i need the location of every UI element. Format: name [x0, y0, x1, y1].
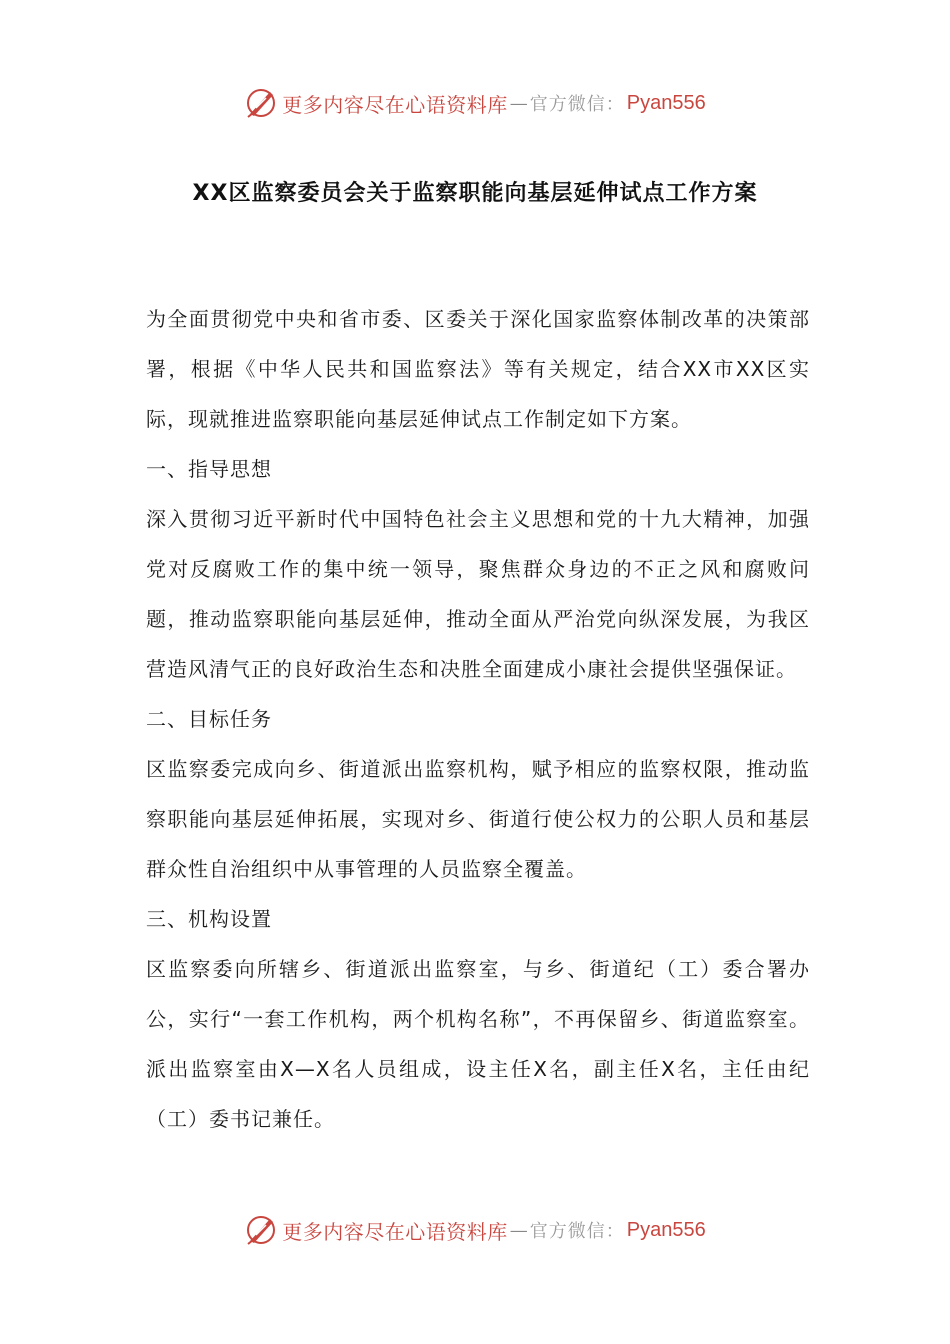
- header-watermark: [0, 83, 950, 123]
- document-body: [146, 294, 810, 1144]
- watermark-wechat-id: Pyan556: [626, 91, 706, 114]
- guiding-ideology-paragraph: 深入贯彻习近平新时代中国特色社会主义思想和党的十九大精神，加强党对反腐败工作的集中统一领导，聚焦群众身边的不正之风和腐败问题，推动监察职能向基层延伸，推动全面从严治党向纵深发展，为我区营造风清气正的良好政治生态和决胜全面建成小康社会提供坚强保证。: [146, 507, 810, 681]
- objectives-paragraph: 区监察委完成向乡、街道派出监察机构，赋予相应的监察权限，推动监察职能向基层延伸拓展，实现对乡、街道行使公权力的公职人员和基层群众性自治组织中从事管理的人员监察全覆盖。: [146, 757, 810, 881]
- intro-paragraph: 为全面贯彻党中央和省市委、区委关于深化国家监察体制改革的决策部署，根据《中华人民共和国监察法》等有关规定，结合XX市XX区实际，现就推进监察职能向基层延伸试点工作制定如下方案。: [146, 307, 810, 431]
- watermark-text: 更多内容尽在心语资料库: [282, 92, 508, 117]
- watermark-dash: —: [509, 1219, 528, 1241]
- document-title: XX区监察委员会关于监察职能向基层延伸试点工作方案: [192, 181, 758, 206]
- footer-watermark: [0, 1210, 950, 1250]
- organization-paragraph: 区监察委向所辖乡、街道派出监察室，与乡、街道纪（工）委合署办公，实行“一套工作机构，两个机构名称”，不再保留乡、街道监察室。派出监察室由X—X名人员组成，设主任X名，副主任X名，主任由纪（工）委书记兼任。: [146, 957, 810, 1131]
- section-heading-organization: 三、机构设置: [146, 907, 272, 931]
- watermark-wechat-id: Pyan556: [626, 1218, 706, 1241]
- watermark-dash: —: [509, 92, 528, 114]
- quill-pen-logo-icon: [244, 1213, 278, 1247]
- watermark-text: 更多内容尽在心语资料库: [282, 1219, 508, 1244]
- section-heading-objectives: 二、目标任务: [146, 707, 272, 731]
- section-heading-guiding-ideology: 一、指导思想: [146, 457, 272, 481]
- quill-pen-logo-icon: [244, 86, 278, 120]
- watermark-wechat-label: 官方微信：: [529, 1221, 625, 1242]
- watermark-wechat-label: 官方微信：: [529, 94, 625, 115]
